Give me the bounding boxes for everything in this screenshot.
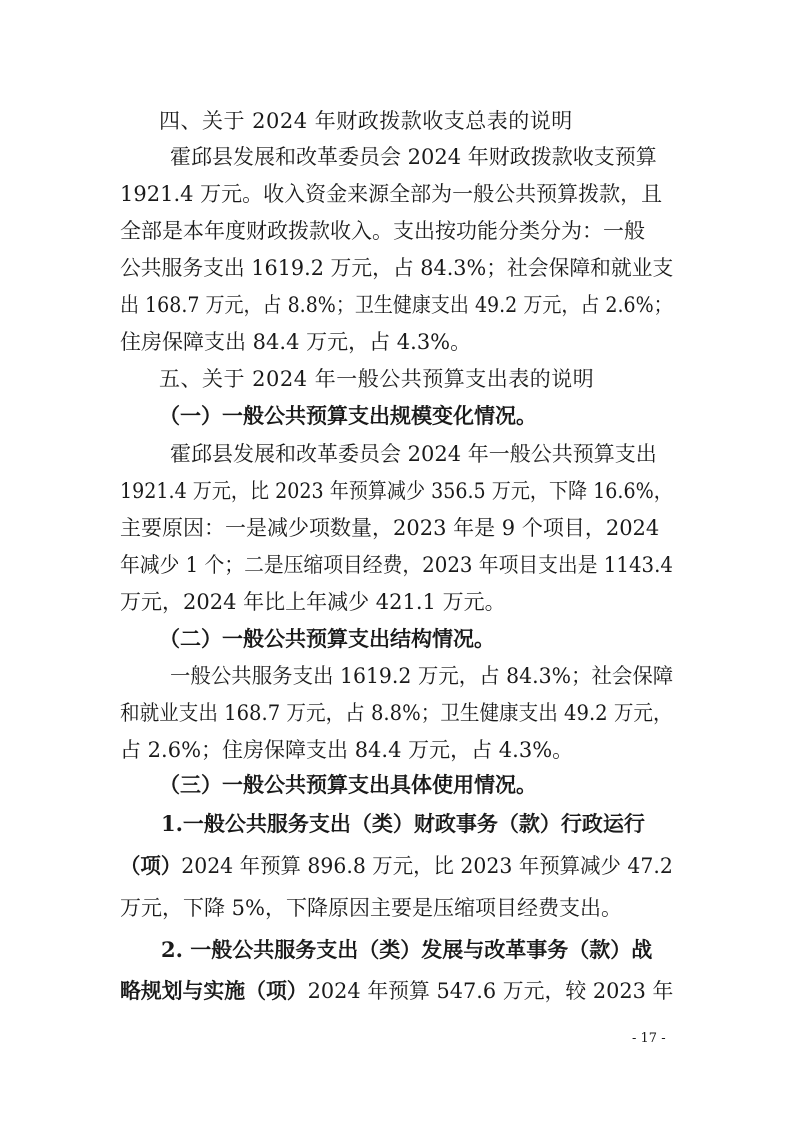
paragraph-line: 万元，2024 年比上年减少 421.1 万元。 xyxy=(120,590,506,614)
item-2-title-line: 2. 一般公共服务支出（类）发展与改革事务（款）战 xyxy=(161,937,653,962)
item-1-line-3: 万元，下降 5%，下降原因主要是压缩项目经费支出。 xyxy=(120,896,622,920)
item-1-category: （项） xyxy=(120,853,182,878)
item-2-budget-text: 2024 年预算 547.6 万元，较 2023 年 xyxy=(307,979,674,1003)
paragraph-line: 霍邱县发展和改革委员会 2024 年一般公共预算支出 xyxy=(170,442,657,466)
paragraph-line: 住房保障支出 84.4 万元，占 4.3%。 xyxy=(120,330,472,354)
item-1-title-line: 1.一般公共服务支出（类）财政事务（款）行政运行 xyxy=(161,811,645,836)
section-4-heading: 四、关于 2024 年财政拨款收支总表的说明 xyxy=(159,109,573,133)
item-2-category: 略规划与实施（项） xyxy=(120,978,308,1003)
paragraph-line: 和就业支出 168.7 万元，占 8.8%；卫生健康支出 49.2 万元， xyxy=(120,701,673,725)
paragraph-line: 年减少 1 个；二是压缩项目经费，2023 年项目支出是 1143.4 xyxy=(120,553,673,577)
paragraph-line: 1921.4 万元，比 2023 年预算减少 356.5 万元，下降 16.6%， xyxy=(120,479,673,503)
section-5-heading: 五、关于 2024 年一般公共预算支出表的说明 xyxy=(159,367,595,391)
paragraph-line: 出 168.7 万元，占 8.8%；卫生健康支出 49.2 万元，占 2.6%； xyxy=(120,293,673,317)
subsection-3-heading: （三）一般公共预算支出具体使用情况。 xyxy=(159,772,537,797)
item-2-line-2 xyxy=(120,977,673,1005)
paragraph-line: 主要原因：一是减少项数量，2023 年是 9 个项目，2024 xyxy=(120,516,660,540)
paragraph-line: 公共服务支出 1619.2 万元，占 84.3%；社会保障和就业支 xyxy=(120,256,674,280)
item-1-line-2 xyxy=(120,852,673,880)
subsection-2-heading: （二）一般公共预算支出结构情况。 xyxy=(159,626,495,651)
paragraph-line: 占 2.6%；住房保障支出 84.4 万元，占 4.3%。 xyxy=(120,738,574,762)
paragraph-line: 全部是本年度财政拨款收入。支出按功能分类分为：一般 xyxy=(120,219,645,243)
paragraph-line: 一般公共服务支出 1619.2 万元，占 84.3%；社会保障 xyxy=(170,664,674,688)
subsection-1-heading: （一）一般公共预算支出规模变化情况。 xyxy=(159,403,537,428)
page-number: - 17 - xyxy=(632,1031,666,1046)
paragraph-line: 霍邱县发展和改革委员会 2024 年财政拨款收支预算 xyxy=(170,145,657,169)
paragraph-line: 1921.4 万元。收入资金来源全部为一般公共预算拨款，且 xyxy=(120,182,663,206)
item-1-budget-text: 2024 年预算 896.8 万元，比 2023 年预算减少 47.2 xyxy=(181,854,673,878)
